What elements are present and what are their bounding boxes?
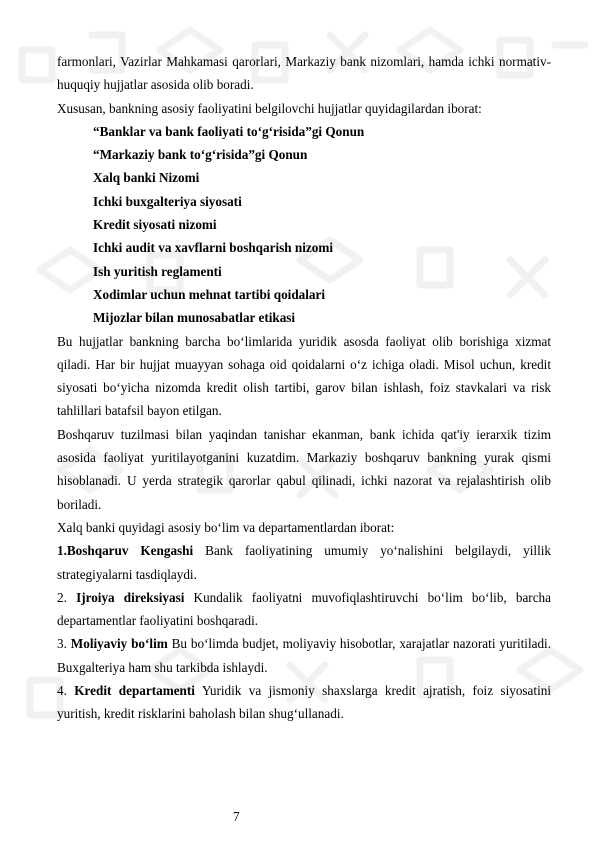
list-item: Xodimlar uchun mehnat tartibi qoidalari [93,286,326,302]
paragraph-documents-lead: Xususan, bankning asosiy faoliyatini belgilovchi hujjatlar quyidagilardan iborat: [57,100,482,116]
list-item: Ichki buxgalteriya siyosati [93,193,242,209]
department-item [57,679,551,726]
department-number: 2. [57,589,77,605]
list-item: Mijozlar bilan munosabatlar etikasi [93,310,296,326]
list-item: Ish yuritish reglamenti [93,263,222,279]
list-item: Ichki audit va xavflarni boshqarish nizomi [93,240,333,256]
department-title: Ijroiya direksiyasi [76,589,185,605]
page-number: 7 [233,809,240,824]
list-item: “Markaziy bank to‘g‘risida”gi Qonun [93,147,308,163]
department-item [57,632,551,679]
department-description: Kundalik faoliyatni muvofiqlashtiruvchi bo‘lim bo‘lib, barcha departamentlar faoliyatini boshqaradi. [57,589,552,629]
list-item: Kredit siyosati nizomi [93,217,217,233]
paragraph-management-structure: Boshqaruv tuzilmasi bilan yaqindan tanishar ekanman, bank ichida qat'iy ierarxik tizim asosida faoliyat yuritilayotganini kuzatdim. Markaziy boshqaruv bankning yurak qismi hisoblanadi. U yerda strategik qarorlar qabul qilinadi, ichki nazorat va rejalashtirish olib boriladi. [57,426,551,512]
department-number: 4. [57,683,75,699]
paragraph-intro: farmonlari, Vazirlar Mahkamasi qarorlari, Markaziy bank nizomlari, hamda ichki normativ-huquqiy hujjatlar asosida olib boradi. [57,54,551,93]
department-number: 1. [57,543,67,559]
department-title: Boshqaruv Kengashi [66,543,194,559]
department-title: Moliyaviy bo‘lim [70,636,168,652]
paragraph-departments-lead: Xalq banki quyidagi asosiy bo‘lim va departamentlardan iborat: [57,519,395,535]
department-number: 3. [57,636,71,652]
documents-list [57,120,551,330]
department-description: Bank faoliyatining umumiy yo‘nalishini belgilaydi, yillik strategiyalarni tasdiqlaydi. [57,543,551,582]
paragraph-documents-purpose: Bu hujjatlar bankning barcha bo‘limlarida yuridik asosda faoliyat olib borishiga xizmat qiladi. Har bir hujjat muayyan sohaga oid qoidalarni o‘z ichiga oladi. Misol uchun, kredit siyosati bo‘yicha nizomda kredit olish tartibi, garov bilan ishlash, foiz stavkalari va risk tahlillari batafsil bayon etilgan. [57,333,551,419]
list-item: Xalq banki Nizomi [93,170,200,186]
department-title: Kredit departamenti [74,683,195,699]
department-item [57,539,551,586]
list-item: “Banklar va bank faoliyati to‘g‘risida”gi Qonun [93,123,365,139]
department-item [57,586,551,633]
document-page [57,50,551,726]
department-description: Bu bo‘limda budjet, moliyaviy hisobotlar, xarajatlar nazorati yuritiladi. Buxgalteriya ham shu tarkibda ishlaydi. [57,636,552,675]
department-description: Yuridik va jismoniy shaxslarga kredit ajratish, foiz siyosatini yuritish, kredit risklarini baholash bilan shug‘ullanadi. [57,683,551,722]
